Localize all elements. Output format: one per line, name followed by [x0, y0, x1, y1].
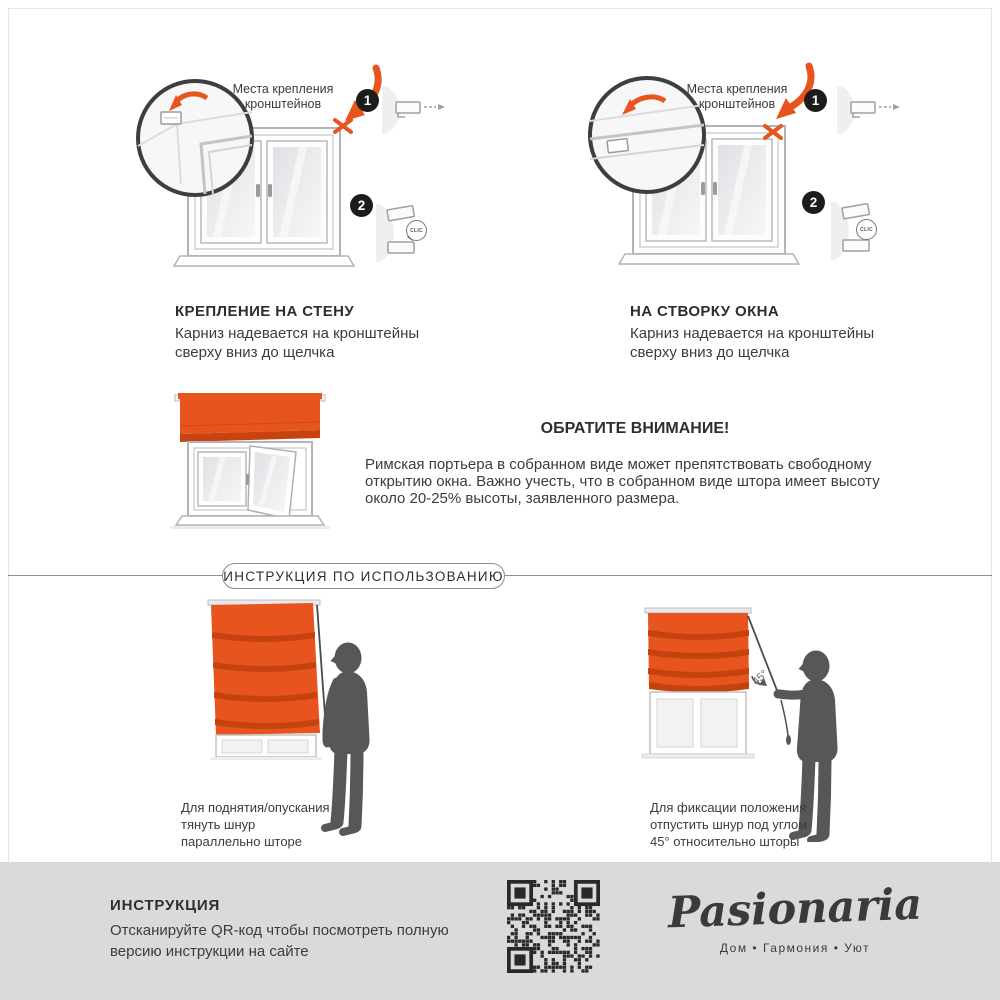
step-2-badge-left: 2 — [350, 194, 373, 217]
attention-text: Римская портьера в собранном виде может препятствовать свободному открытию окна. Важно учесть, что в собранном виде штора имеет высоту около 20-25% высоты, заявленного размера. — [365, 456, 880, 507]
bracket-icon — [161, 112, 181, 124]
footer-text: Отсканируйте QR-код чтобы посмотреть полную версию инструкции на сайте — [110, 922, 449, 960]
bracket-diagram-wall-1 — [382, 86, 445, 134]
step-1-badge-right: 1 — [804, 89, 827, 112]
usage-raised-caption: Для фиксации положения отпустить шнур под углом 45° относительно шторы — [650, 800, 808, 849]
bracket-label-left: Места крепления кронштейнов — [232, 82, 334, 111]
angle-label: 45° — [750, 667, 771, 689]
bracket-icon — [607, 139, 628, 153]
brand-logo: Pasionaria — [667, 879, 923, 939]
cross-mark-icon — [335, 120, 351, 132]
step-1-badge-left: 1 — [356, 89, 379, 112]
click-label-left: CLIC — [406, 220, 427, 241]
attention-title: ОБРАТИТЕ ВНИМАНИЕ! — [540, 420, 730, 437]
blind-panel — [180, 399, 320, 434]
usage-section-label: ИНСТРУКЦИЯ ПО ИСПОЛЬЗОВАНИЮ — [222, 563, 505, 589]
bracket-diagram-sash-1 — [837, 86, 900, 134]
footer-title: ИНСТРУКЦИЯ — [110, 897, 221, 914]
brand-tagline: Дом • Гармония • Уют — [719, 941, 871, 955]
blind-headrail — [178, 393, 322, 399]
person-silhouette — [323, 643, 370, 833]
roman-blind-window-illustration — [150, 386, 350, 541]
usage-lower-caption: Для поднятия/опускания тянуть шнур параллельно шторе — [181, 800, 330, 849]
step-2-badge-right: 2 — [802, 191, 825, 214]
click-label-right: CLIC — [856, 219, 877, 240]
sash-mounting-title: НА СТВОРКУ ОКНА — [630, 303, 780, 320]
qr-code — [507, 880, 600, 973]
wall-mounting-text: Карниз надевается на кронштейны сверху вниз до щелчка — [175, 325, 420, 361]
sash-mounting-text: Карниз надевается на кронштейны сверху вниз до щелчка — [630, 325, 875, 361]
cord-tassel — [786, 735, 791, 745]
qr-modules — [507, 880, 600, 973]
wall-mounting-title: КРЕПЛЕНИЕ НА СТЕНУ — [175, 303, 355, 320]
bracket-label-right: Места крепления кронштейнов — [686, 82, 788, 111]
